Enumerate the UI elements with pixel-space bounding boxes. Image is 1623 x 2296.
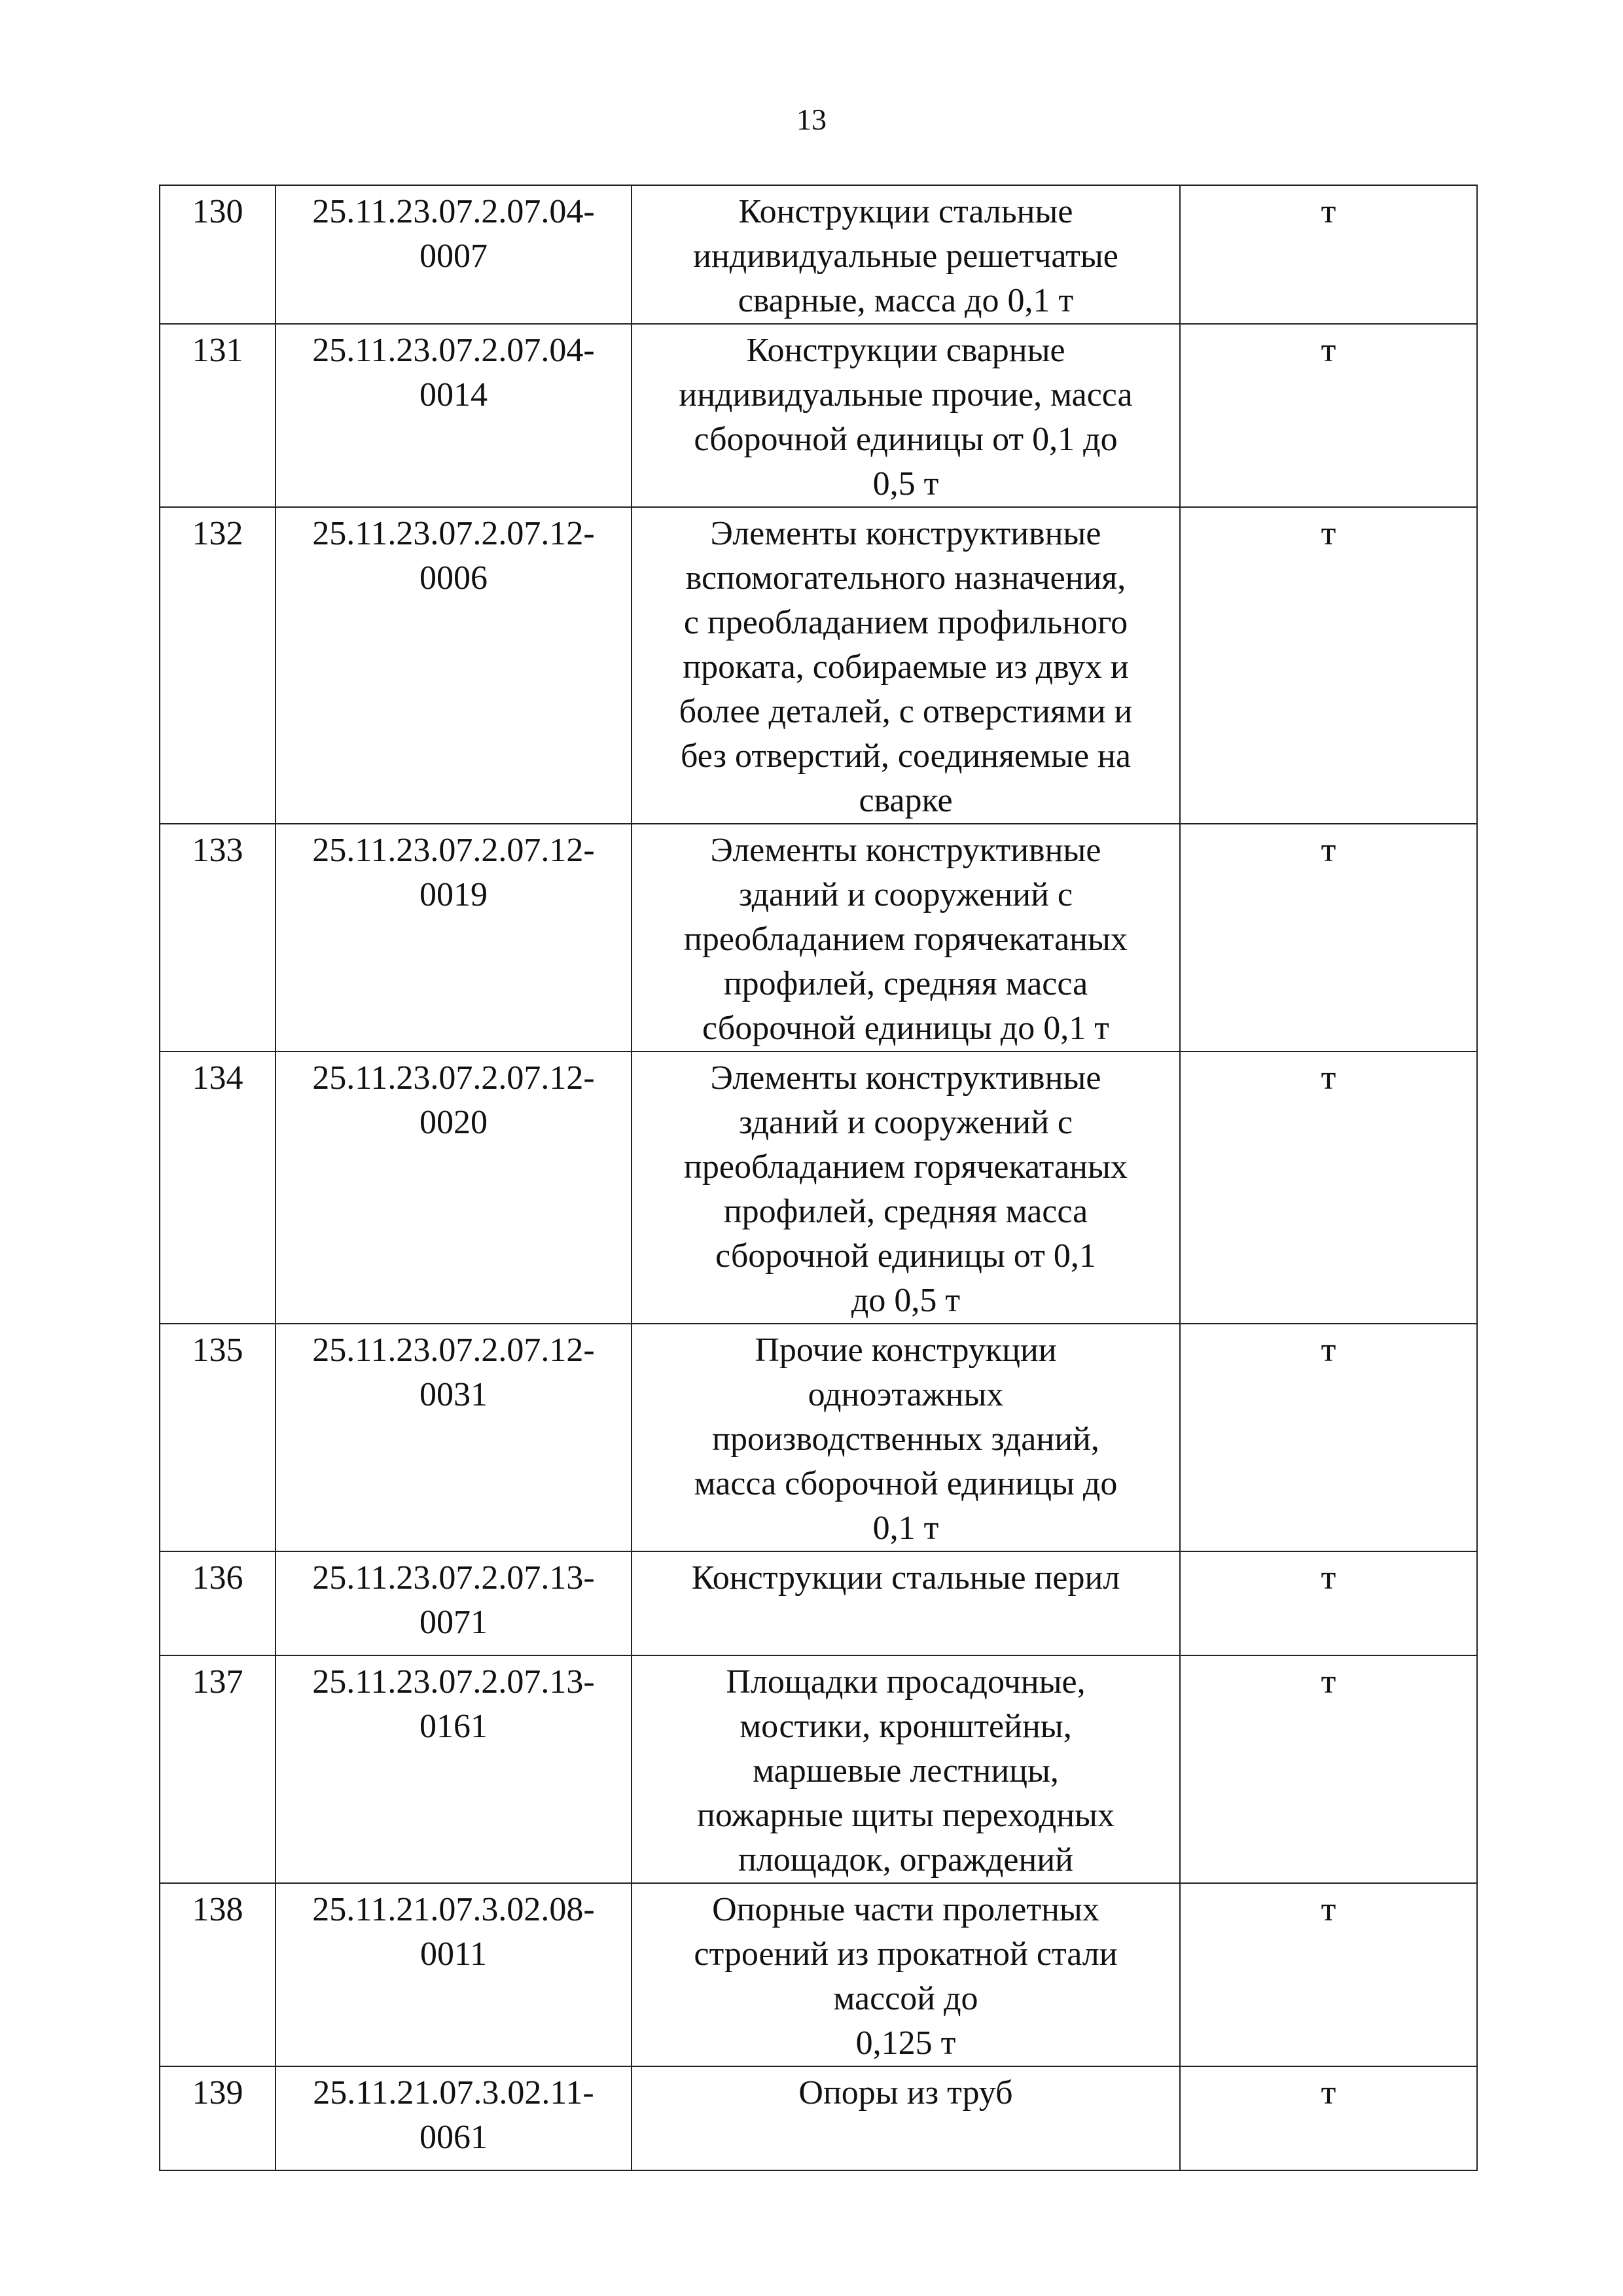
row-number: 135 <box>160 1324 276 1551</box>
resource-description: Площадки просадочные, мостики, кронштейны, маршевые лестницы, пожарные щиты переходных площадок, ограждений <box>632 1655 1180 1883</box>
unit-of-measure: т <box>1180 324 1477 507</box>
resource-description: Элементы конструктивные зданий и сооружений с преобладанием горячекатаных профилей, средняя масса сборочной единицы от 0,1 до 0,5 т <box>632 1051 1180 1324</box>
resource-code: 25.11.23.07.2.07.12- 0006 <box>276 507 632 824</box>
table-row <box>160 185 1477 324</box>
row-number: 136 <box>160 1551 276 1655</box>
table-row <box>160 2066 1477 2170</box>
row-number: 131 <box>160 324 276 507</box>
row-number: 137 <box>160 1655 276 1883</box>
unit-of-measure: т <box>1180 507 1477 824</box>
row-number: 132 <box>160 507 276 824</box>
resource-code: 25.11.23.07.2.07.04- 0007 <box>276 185 632 324</box>
table-row <box>160 1883 1477 2066</box>
row-number: 133 <box>160 824 276 1051</box>
resource-code: 25.11.23.07.2.07.12- 0020 <box>276 1051 632 1324</box>
table-row <box>160 824 1477 1051</box>
table-row <box>160 324 1477 507</box>
page-number: 13 <box>796 103 827 136</box>
resource-description: Опоры из труб <box>632 2066 1180 2170</box>
resource-description: Конструкции стальные перил <box>632 1551 1180 1655</box>
resource-code: 25.11.21.07.3.02.08- 0011 <box>276 1883 632 2066</box>
row-number: 130 <box>160 185 276 324</box>
table-row <box>160 1551 1477 1655</box>
unit-of-measure: т <box>1180 185 1477 324</box>
resource-code: 25.11.23.07.2.07.13- 0161 <box>276 1655 632 1883</box>
resource-code: 25.11.23.07.2.07.12- 0019 <box>276 824 632 1051</box>
resource-description: Элементы конструктивные вспомогательного назначения, с преобладанием профильного проката, собираемые из двух и более деталей, с отверстиями и без отверстий, соединяемые на сварке <box>632 507 1180 824</box>
resource-code: 25.11.23.07.2.07.04- 0014 <box>276 324 632 507</box>
table-row <box>160 507 1477 824</box>
unit-of-measure: т <box>1180 1551 1477 1655</box>
table-row <box>160 1324 1477 1551</box>
row-number: 138 <box>160 1883 276 2066</box>
unit-of-measure: т <box>1180 1051 1477 1324</box>
resource-code: 25.11.23.07.2.07.13- 0071 <box>276 1551 632 1655</box>
unit-of-measure: т <box>1180 1655 1477 1883</box>
table-row <box>160 1655 1477 1883</box>
unit-of-measure: т <box>1180 1883 1477 2066</box>
resource-code: 25.11.23.07.2.07.12- 0031 <box>276 1324 632 1551</box>
resource-description: Конструкции сварные индивидуальные прочие, масса сборочной единицы от 0,1 до 0,5 т <box>632 324 1180 507</box>
resource-description: Конструкции стальные индивидуальные решетчатые сварные, масса до 0,1 т <box>632 185 1180 324</box>
unit-of-measure: т <box>1180 824 1477 1051</box>
unit-of-measure: т <box>1180 2066 1477 2170</box>
resource-description: Опорные части пролетных строений из прокатной стали массой до 0,125 т <box>632 1883 1180 2066</box>
unit-of-measure: т <box>1180 1324 1477 1551</box>
table-row <box>160 1051 1477 1324</box>
resource-code: 25.11.21.07.3.02.11- 0061 <box>276 2066 632 2170</box>
row-number: 134 <box>160 1051 276 1324</box>
row-number: 139 <box>160 2066 276 2170</box>
materials-table <box>159 185 1478 2171</box>
resource-description: Элементы конструктивные зданий и сооружений с преобладанием горячекатаных профилей, средняя масса сборочной единицы до 0,1 т <box>632 824 1180 1051</box>
resource-description: Прочие конструкции одноэтажных производственных зданий, масса сборочной единицы до 0,1 т <box>632 1324 1180 1551</box>
